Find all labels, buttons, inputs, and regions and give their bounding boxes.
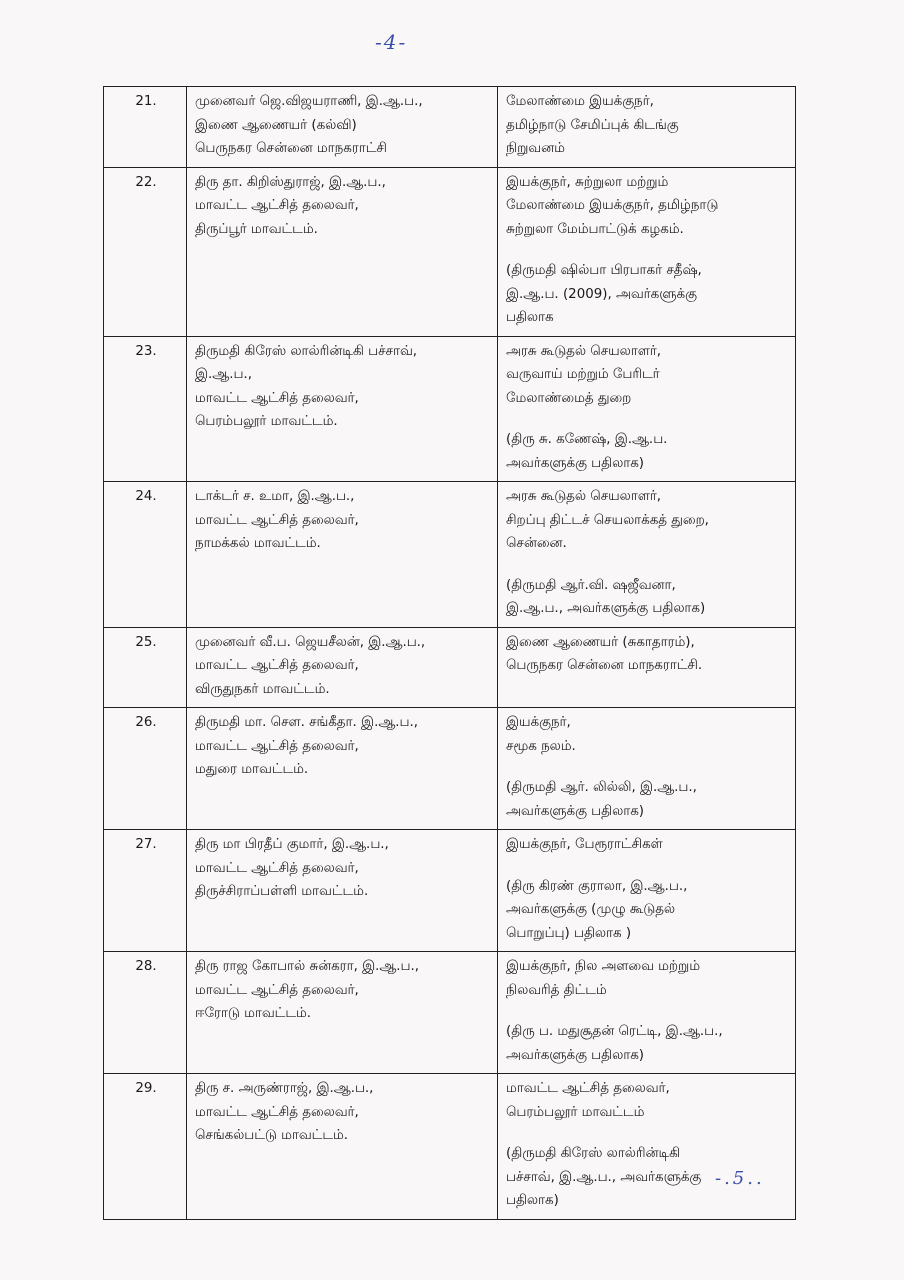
- officer-line: மாவட்ட ஆட்சித் தலைவர்,: [195, 860, 359, 876]
- posting-line: இயக்குநர், சுற்றுலா மற்றும்: [506, 174, 669, 190]
- posting-line: இணை ஆணையர் (சுகாதாரம்),: [506, 634, 695, 650]
- officer-line: மாவட்ட ஆட்சித் தலைவர்,: [195, 738, 359, 754]
- posting-line: சென்னை.: [506, 536, 567, 551]
- vice-spacer: [506, 556, 789, 574]
- serial-number: 25.: [104, 627, 187, 708]
- officer-line: மாவட்ட ஆட்சித் தலைவர்,: [195, 982, 359, 998]
- posting-line: தமிழ்நாடு சேமிப்புக் கிடங்கு: [506, 117, 679, 133]
- officer-line: பெரம்பலூர் மாவட்டம்.: [195, 414, 338, 429]
- serial-number: 28.: [104, 952, 187, 1074]
- posting-line: சமூக நலம்.: [506, 738, 576, 754]
- officer-cell: [187, 1074, 498, 1220]
- vice-line: அவர்களுக்கு பதிலாக): [506, 1047, 645, 1063]
- officer-line: திரு மா பிரதீப் குமார், இ.ஆ.ப.,: [195, 837, 389, 852]
- posting-line: மாவட்ட ஆட்சித் தலைவர்,: [506, 1081, 670, 1096]
- page-number-top: -4-: [375, 30, 408, 54]
- vice-spacer: [506, 410, 789, 428]
- officer-line: திருமதி மா. செள. சங்கீதா. இ.ஆ.ப.,: [195, 715, 418, 730]
- serial-number: 29.: [104, 1074, 187, 1220]
- vice-line: (திருமதி கிரேஸ் லால்ரின்டிகி: [506, 1146, 681, 1161]
- transfer-table-body: [104, 87, 796, 1220]
- vice-line: (திருமதி ஷில்பா பிரபாகர் சதீஷ்,: [506, 263, 702, 278]
- posting-cell: [498, 952, 796, 1074]
- vice-spacer: [506, 1002, 789, 1020]
- vice-line: (திருமதி ஆர்.வி. ஷஜீவனா,: [506, 577, 676, 593]
- vice-line: அவர்களுக்கு பதிலாக): [506, 455, 645, 471]
- table-row: [104, 708, 796, 830]
- posting-line: நிறுவனம்: [506, 141, 565, 156]
- table-row: [104, 627, 796, 708]
- serial-number: 26.: [104, 708, 187, 830]
- vice-line: (திரு கிரண் குராலா, இ.ஆ.ப.,: [506, 878, 688, 894]
- posting-cell: [498, 167, 796, 336]
- page-number-next: -.5..: [715, 1168, 765, 1189]
- officer-cell: [187, 708, 498, 830]
- posting-line: இயக்குநர், பேரூராட்சிகள்: [506, 837, 663, 852]
- vice-spacer: [506, 758, 789, 776]
- posting-line: மேலாண்மைத் துறை: [506, 390, 632, 406]
- officer-cell: [187, 627, 498, 708]
- officer-line: இ.ஆ.ப.,: [195, 367, 252, 382]
- posting-cell: [498, 1074, 796, 1220]
- officer-cell: [187, 952, 498, 1074]
- officer-line: மாவட்ட ஆட்சித் தலைவர்,: [195, 390, 359, 406]
- officer-line: திருப்பூர் மாவட்டம்.: [195, 221, 318, 237]
- posting-line: சுற்றுலா மேம்பாட்டுக் கழகம்.: [506, 221, 684, 237]
- posting-cell: [498, 482, 796, 628]
- serial-number: 27.: [104, 830, 187, 952]
- vice-spacer: [506, 857, 789, 875]
- officer-cell: [187, 167, 498, 336]
- vice-spacer: [506, 241, 789, 259]
- posting-cell: [498, 87, 796, 168]
- officer-line: டாக்டர் ச. உமா, இ.ஆ.ப.,: [195, 489, 355, 504]
- officer-line: மாவட்ட ஆட்சித் தலைவர்,: [195, 658, 359, 673]
- posting-cell: [498, 336, 796, 482]
- table-row: [104, 336, 796, 482]
- officer-line: மாவட்ட ஆட்சித் தலைவர்,: [195, 198, 359, 213]
- officer-line: திரு ராஜ கோபால் சுன்கரா, இ.ஆ.ப.,: [195, 959, 420, 974]
- vice-line: பதிலாக): [506, 1193, 559, 1208]
- posting-line: சிறப்பு திட்டச் செயலாக்கத் துறை,: [506, 512, 709, 528]
- posting-line: இயக்குநர்,: [506, 715, 571, 730]
- officer-line: மாவட்ட ஆட்சித் தலைவர்,: [195, 1104, 359, 1120]
- table-row: [104, 87, 796, 168]
- officer-cell: [187, 87, 498, 168]
- vice-line: (திரு ப. மதுசூதன் ரெட்டி, இ.ஆ.ப.,: [506, 1024, 723, 1039]
- posting-line: வருவாய் மற்றும் பேரிடர்: [506, 367, 660, 382]
- posting-cell: [498, 708, 796, 830]
- officer-cell: [187, 830, 498, 952]
- posting-cell: [498, 627, 796, 708]
- vice-line: (திரு சு. கணேஷ், இ.ஆ.ப.: [506, 432, 668, 447]
- vice-line: அவர்களுக்கு (முழு கூடுதல்: [506, 902, 676, 917]
- posting-line: மேலாண்மை இயக்குநர், தமிழ்நாடு: [506, 198, 719, 213]
- vice-line: பொறுப்பு) பதிலாக ): [506, 925, 632, 941]
- officer-line: திரு தா. கிறிஸ்துராஜ், இ.ஆ.ப.,: [195, 174, 386, 190]
- serial-number: 23.: [104, 336, 187, 482]
- officer-line: திரு ச. அருண்ராஜ், இ.ஆ.ப.,: [195, 1081, 374, 1096]
- vice-line: பச்சாவ், இ.ஆ.ப., அவர்களுக்கு: [506, 1169, 702, 1185]
- officer-cell: [187, 336, 498, 482]
- vice-line: பதிலாக: [506, 310, 554, 325]
- posting-line: அரசு கூடுதல் செயலாளர்,: [506, 343, 662, 359]
- posting-cell: [498, 830, 796, 952]
- officer-line: செங்கல்பட்டு மாவட்டம்.: [195, 1128, 349, 1143]
- vice-spacer: [506, 1124, 789, 1142]
- table-row: [104, 830, 796, 952]
- posting-line: இயக்குநர், நில அளவை மற்றும்: [506, 959, 701, 974]
- officer-line: திருமதி கிரேஸ் லால்ரின்டிகி பச்சாவ்,: [195, 343, 418, 359]
- officer-line: மாவட்ட ஆட்சித் தலைவர்,: [195, 512, 359, 528]
- table-row: [104, 1074, 796, 1220]
- transfer-table: [103, 86, 796, 1220]
- officer-cell: [187, 482, 498, 628]
- officer-line: இணை ஆணையர் (கல்வி): [195, 117, 357, 133]
- officer-line: மதுரை மாவட்டம்.: [195, 762, 309, 777]
- serial-number: 21.: [104, 87, 187, 168]
- officer-line: ஈரோடு மாவட்டம்.: [195, 1006, 312, 1021]
- officer-line: திருச்சிராப்பள்ளி மாவட்டம்.: [195, 884, 369, 899]
- officer-line: விருதுநகர் மாவட்டம்.: [195, 681, 330, 697]
- serial-number: 22.: [104, 167, 187, 336]
- posting-line: மேலாண்மை இயக்குநர்,: [506, 94, 654, 109]
- vice-line: இ.ஆ.ப., அவர்களுக்கு பதிலாக): [506, 601, 706, 616]
- vice-line: (திருமதி ஆர். லில்லி, இ.ஆ.ப.,: [506, 780, 697, 795]
- table-row: [104, 482, 796, 628]
- officer-line: நாமக்கல் மாவட்டம்.: [195, 536, 321, 551]
- officer-line: பெருநகர சென்னை மாநகராட்சி: [195, 141, 387, 156]
- posting-line: பெரம்பலூர் மாவட்டம்: [506, 1104, 645, 1120]
- posting-line: நிலவரித் திட்டம்: [506, 982, 607, 998]
- officer-line: முனைவர் வீ.ப. ஜெயசீலன், இ.ஆ.ப.,: [195, 634, 426, 650]
- vice-line: இ.ஆ.ப. (2009), அவர்களுக்கு: [506, 286, 697, 302]
- officer-line: முனைவர் ஜெ.விஜயராணி, இ.ஆ.ப.,: [195, 94, 423, 109]
- posting-line: அரசு கூடுதல் செயலாளர்,: [506, 489, 662, 504]
- table-row: [104, 167, 796, 336]
- table-row: [104, 952, 796, 1074]
- vice-line: அவர்களுக்கு பதிலாக): [506, 803, 645, 819]
- serial-number: 24.: [104, 482, 187, 628]
- posting-line: பெருநகர சென்னை மாநகராட்சி.: [506, 658, 703, 673]
